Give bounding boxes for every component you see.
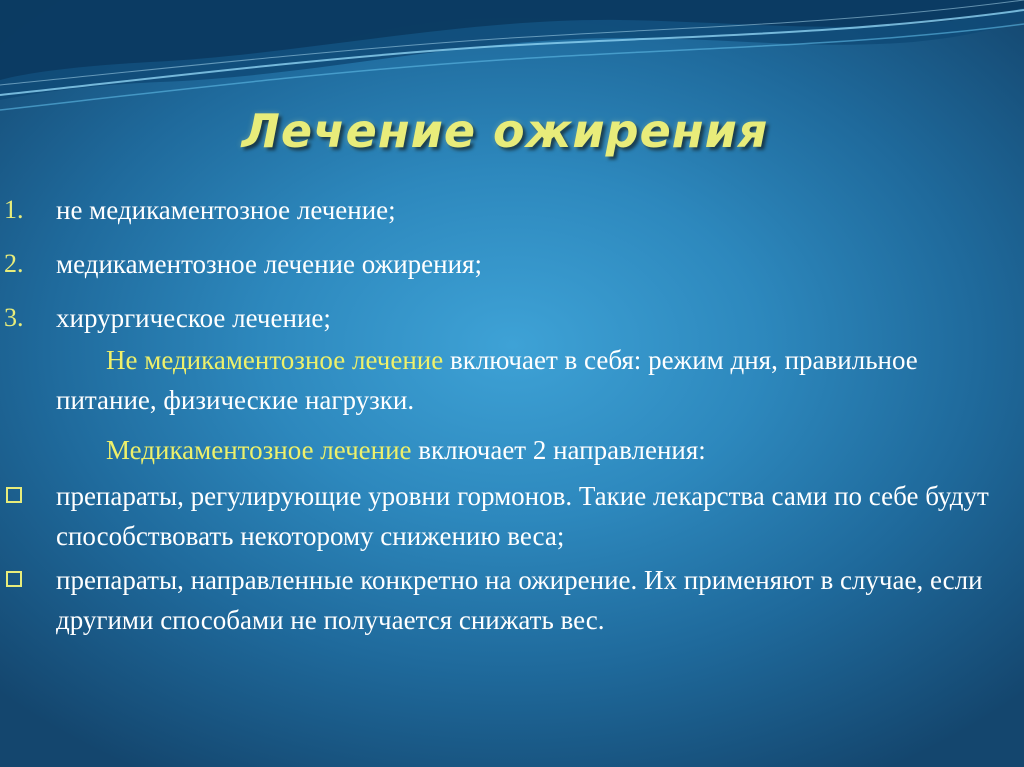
numbered-list-item xyxy=(0,190,1024,244)
paragraph-drug-treatment xyxy=(0,430,1024,470)
paragraph-text: включает 2 направления: xyxy=(411,435,706,465)
list-number: 1. xyxy=(4,195,24,224)
paragraph-highlight: Медикаментозное лечение xyxy=(106,435,412,465)
bullet-item-text: препараты, направленные конкретно на ожирение. Их применяют в случае, если другими способами не получается снижать вес. xyxy=(56,565,983,635)
list-number: 2. xyxy=(4,249,24,278)
paragraph-text: включает в себя: режим дня, правильное питание, физические нагрузки. xyxy=(56,345,918,415)
hollow-square-bullet-icon xyxy=(6,487,22,503)
hollow-square-bullet-icon xyxy=(6,571,22,587)
slide-content xyxy=(0,190,1024,644)
list-item-text: хирургическое лечение; xyxy=(56,303,331,333)
bullet-list-item xyxy=(0,476,1024,560)
paragraph-highlight: Не медикаментозное лечение xyxy=(106,345,444,375)
numbered-list-item xyxy=(0,244,1024,298)
bullet-list-item xyxy=(0,560,1024,644)
list-item-text: медикаментозное лечение ожирения; xyxy=(56,249,482,279)
slide-title: Лечение ожирения xyxy=(241,104,769,158)
paragraph-non-drug-treatment xyxy=(0,338,1024,430)
list-item-text: не медикаментозное лечение; xyxy=(56,195,396,225)
bullet-item-text: препараты, регулирующие уровни гормонов. Такие лекарства сами по себе будут способствовать некоторому снижению веса; xyxy=(56,481,989,551)
list-number: 3. xyxy=(4,303,24,332)
numbered-list-item xyxy=(0,298,1024,338)
